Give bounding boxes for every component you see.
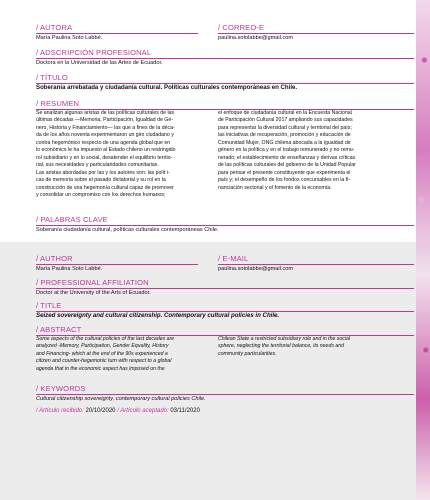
resumen-line: Comunidad Mujer, ONG chilena abocada a la igualdad de [218, 139, 351, 146]
resumen-line: y consolidar un compromiso con los derechos humanos; [36, 191, 166, 198]
title-value: Seized sovereignty and cultural citizenship. Contemporary cultural policies in Chile. [36, 312, 280, 319]
abstract-line: Some aspects of the cultural policies of the last decades are [36, 336, 175, 342]
affiliation-value: Doctor at the University of the Arts of Ecuador. [36, 290, 151, 296]
affiliation-label: / PROFESSIONAL AFFILIATION [36, 278, 149, 287]
autora-label: / AUTORA [36, 23, 73, 32]
titulo-label: / TÍTULO [36, 73, 68, 82]
author-label: / AUTHOR [36, 254, 73, 263]
author-rule [36, 264, 198, 265]
decorative-edge-pattern [416, 0, 430, 500]
email-value: paulina.sotolabbe@gmail.com [218, 266, 294, 272]
email-label: / E-MAIL [218, 254, 249, 263]
article-dates [36, 407, 200, 415]
resumen-line: lo económico le ha impuesto al Estado chileno un restringido [36, 147, 176, 154]
correo-label: / CORREO-E [218, 23, 265, 32]
abstract-label: / ABSTRACT [36, 325, 82, 334]
abstract-line: and Financing- which at the end of the 90s experienced a [36, 350, 168, 357]
resumen-col-right [218, 110, 414, 192]
email-rule [218, 264, 414, 265]
autora-rule [36, 33, 198, 34]
adscripcion-rule [36, 58, 414, 59]
accepted-label: / Artículo aceptado: [117, 408, 169, 414]
resumen-line: últimas décadas —Memoria, Participación, Igualdad de Gé- [36, 117, 173, 124]
adscripcion-label: / ADSCRIPCIÓN PROFESIONAL [36, 48, 152, 57]
resumen-line: rol subsidiario y en lo social, desatender el equilibrio territo- [36, 154, 173, 161]
author-value: María Paulina Soto Labbé. [36, 266, 103, 272]
accepted-date: 03/11/2020 [170, 408, 200, 414]
abstract-line: analyzed -Memory, Participation, Gender Equality, History [36, 343, 169, 350]
abstract-line: sphere, neglecting the territorial balance, its needs and [218, 343, 345, 350]
adscripcion-value: Doctora en la Universidad de las Artes de Ecuador. [36, 60, 163, 66]
resumen-label: / RESUMEN [36, 99, 80, 108]
resumen-col-left [36, 110, 208, 199]
resumen-line: da de los años noventa experimentaron un giro ciudadano y [36, 132, 174, 139]
resumen-line: nanciación sectorial y el fomento de la economía. [218, 184, 332, 191]
resumen-line: Las aristas abordadas por las y los autores son: las polít i- [36, 169, 170, 176]
affiliation-rule [36, 288, 414, 289]
keywords-value: Cultural citizenship sovereignty, contemporary cultural policies Chile. [36, 396, 206, 402]
received-date: 20/10/2020 [85, 408, 116, 414]
palabras-clave-label: / PALABRAS CLAVE [36, 215, 108, 224]
palabras-clave-rule [36, 225, 414, 226]
title-label: / TITLE [36, 301, 62, 310]
keywords-label: / KEYWORDS [36, 384, 86, 393]
resumen-line: las iniciativas de recuperación, promoción y educación de [218, 132, 351, 139]
correo-rule [218, 33, 414, 34]
abstract-line: Chilean State a restricted subsidiary role and in the social [218, 336, 351, 342]
resumen-line: construcción de una hegemonía cultural capaz de promover [36, 184, 174, 191]
keywords-rule [36, 394, 414, 395]
received-label: / Artículo recibido: [36, 408, 84, 414]
resumen-line: para representar la diversidad cultural y territorial del país; [218, 124, 352, 131]
titulo-value: Soberanía arrebatada y ciudadanía cultural. Políticas culturales contemporáneas en Chile. [36, 84, 298, 91]
abstract-line: agenda that in the economic aspect has imposed on the [36, 365, 165, 372]
resumen-line: cas de memoria sobre el pasado dictatorial y su rol en la [36, 177, 166, 184]
resumen-line: nero, Historia y Financiamiento— las que a fines de la déca- [36, 124, 175, 131]
resumen-line: nerado; el establecimiento de enseñanzas y derivas críticas [218, 154, 356, 161]
resumen-line: rial, sus necesidades y particularidades comunitarias. [36, 162, 159, 169]
resumen-line: de las políticas culturales del gobierno de la Unidad Popular [218, 162, 356, 169]
resumen-line: de Participación Cultural 2017 ampliando sus capacidades [218, 117, 353, 124]
correo-value: paulina.sotolabbe@gmail.com [218, 35, 294, 41]
abstract-line: citizen and counter-hegemonic turn with respect to a global [36, 358, 172, 365]
abstract-col-left [36, 336, 208, 373]
resumen-line: para pensar el presente constituyente que experimenta el [218, 169, 351, 176]
resumen-line: género en la política y en el trabajo remunerado y no remu- [218, 147, 355, 154]
resumen-line: contra hegemónico respecto de una agenda global que en [36, 139, 171, 146]
abstract-line: community particularities. [218, 350, 277, 357]
abstract-col-right [218, 336, 414, 358]
autora-value: María Paulina Soto Labbé. [36, 35, 103, 41]
palabras-clave-value: Soberanía ciudadanía cultural, políticas culturales contemporáneas Chile. [36, 227, 219, 233]
resumen-line: Se analizan algunas aristas de las políticas culturales de las [36, 110, 175, 116]
resumen-line: el enfoque de ciudadanía cultural en la Encuesta Nacional [218, 110, 352, 116]
resumen-line: país y; el desempeño de los fondos concursables en la fi- [218, 177, 351, 184]
